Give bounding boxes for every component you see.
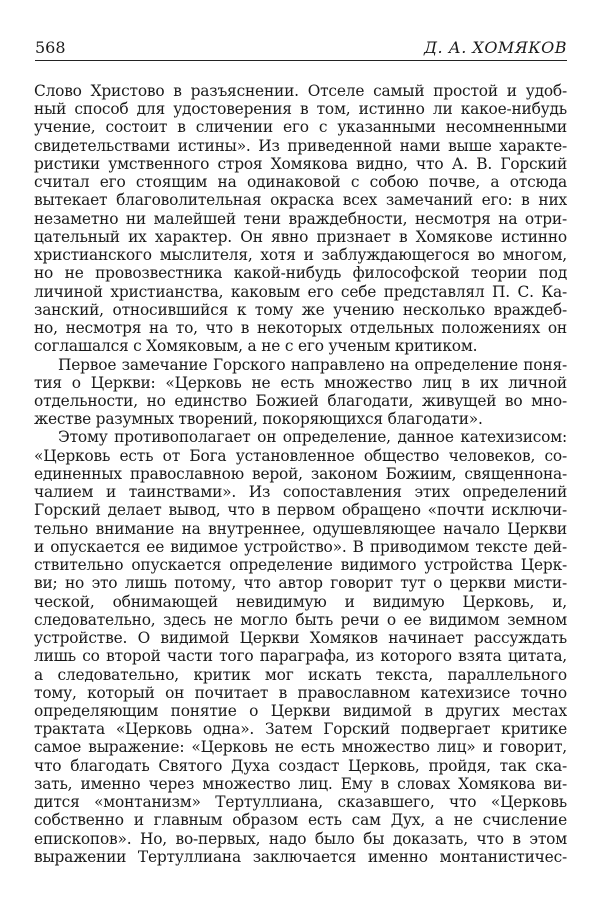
text-line: христианского мыслителя, хотя и заблуждающегося во многом, xyxy=(34,246,567,265)
running-title: Д. А. ХОМЯКОВ xyxy=(423,38,567,57)
page-number: 568 xyxy=(35,38,66,57)
text-line: ческой, обнимающей невидимую и видимую Церковь, и, xyxy=(34,592,567,611)
text-line: ристики умственного строя Хомякова видно, что А. В. Горский xyxy=(34,154,567,173)
text-line: ствительно опускается определение видимого устройства Церк- xyxy=(34,556,567,575)
text-line: Слово Христово в разъяснении. Отселе самый простой и удоб- xyxy=(34,82,567,100)
text-line: выражении Тертуллиана заключается именно монтанистичес- xyxy=(34,847,567,866)
text-line: и опускается ее видимое устройство». В приводимом тексте дей- xyxy=(34,537,567,556)
paragraph xyxy=(34,428,567,866)
text-line: цательный их характер. Он явно признает в Хомякове истинно xyxy=(34,227,567,246)
text-line: Этому противополагает он определение, данное катехизисом: xyxy=(58,428,567,447)
text-line: но, несмотря на то, что в некоторых отдельных положениях он xyxy=(34,319,567,338)
text-line: отдельности, но единство Божией благодати, живущей во мно- xyxy=(34,391,567,410)
text-line: считал его стоящим на одинаковой с собою почве, а отсюда xyxy=(34,173,567,192)
text-line: самое выражение: «Церковь не есть множество лиц» и говорит, xyxy=(34,738,567,757)
text-line: определяющим понятие о Церкви видимой в других местах xyxy=(34,701,567,720)
text-line: свидетельствами истины». Из приведенной нами выше характе- xyxy=(34,136,567,155)
text-line: трактата «Церковь одна». Затем Горский подвергает критике xyxy=(34,720,567,739)
text-line: незаметно ни малейшей тени враждебности, несмотря на отри- xyxy=(34,209,567,228)
text-line: единенных православною верой, законом Божиим, священнона- xyxy=(34,464,567,483)
paragraph xyxy=(34,356,567,429)
text-line: а следовательно, критик мог искать текста, параллельного xyxy=(34,665,567,684)
text-line: следовательно, здесь не могло быть речи о ее видимом земном xyxy=(34,610,567,629)
text-line: дится «монтанизм» Тертуллиана, сказавшего, что «Церковь xyxy=(34,793,567,812)
text-line: личиной христианства, каковым его себе представлял П. С. Ка- xyxy=(34,282,567,301)
text-line: занский, относившийся к тому же учению несколько враждеб- xyxy=(34,300,567,319)
text-line: Первое замечание Горского направлено на определение поня- xyxy=(58,355,567,374)
text-line: зать, именно через множество лиц. Ему в словах Хомякова ви- xyxy=(34,774,567,793)
text-line: учение, состоит в сличении его с указанными несомненными xyxy=(34,118,567,137)
text-line: тельно внимание на внутреннее, одушевляющее начало Церкви xyxy=(34,519,567,538)
text-line: ный способ для удостоверения в том, истинно ли какое-нибудь xyxy=(34,100,567,119)
text-line: собственно и главным образом есть сам Дух, а не счисление xyxy=(34,811,567,830)
text-line: Горский делает вывод, что в первом обращено «почти исключи- xyxy=(34,501,567,520)
text-line: «Церковь есть от Бога установленное общество человеков, со- xyxy=(34,446,567,465)
page-body-text xyxy=(34,82,567,866)
text-line: чалием и таинствами». Из сопоставления этих определений xyxy=(34,483,567,502)
text-line: тия о Церкви: «Церковь не есть множество лиц в их личной xyxy=(34,373,567,392)
text-line: епископов». Но, во-первых, надо было бы доказать, что в этом xyxy=(34,829,567,848)
text-line: но не провозвестника какой-нибудь философской теории под xyxy=(34,264,567,283)
text-line: соглашался с Хомяковым, а не с его ученым критиком. xyxy=(34,337,478,356)
text-line: жестве разумных творений, покоряющихся благодати». xyxy=(34,410,483,429)
text-line: вытекает благоволительная окраска всех замечаний его: в них xyxy=(34,191,567,210)
text-line: лишь со второй части того параграфа, из которого взята цитата, xyxy=(34,647,567,666)
text-line: ви; но это лишь потому, что автор говорит тут о церкви мисти- xyxy=(34,574,567,593)
text-line: устройстве. О видимой Церкви Хомяков начинает рассуждать xyxy=(34,629,567,648)
text-line: тому, который он почитает в православном катехизисе точно xyxy=(34,683,567,702)
running-header xyxy=(35,36,567,61)
paragraph xyxy=(34,82,567,356)
text-line: что благодать Святого Духа создаст Церковь, пройдя, так ска- xyxy=(34,756,567,775)
